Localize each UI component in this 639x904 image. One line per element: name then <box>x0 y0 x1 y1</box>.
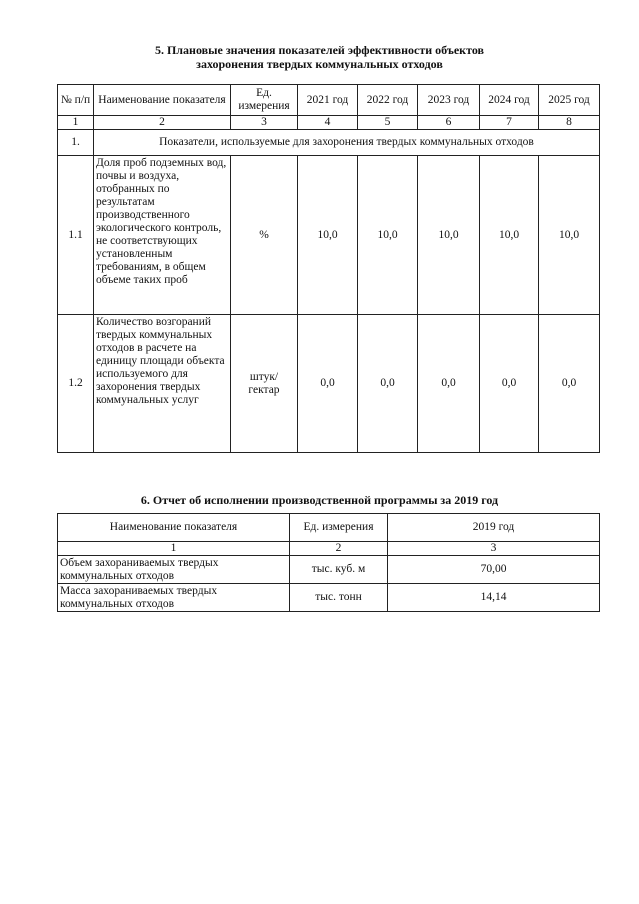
value-cell: 14,14 <box>388 584 600 612</box>
header-num: № п/п <box>58 85 94 116</box>
section5-title-line2: захоронения твердых коммунальных отходов <box>196 57 443 71</box>
group-num: 1. <box>58 130 94 156</box>
value-cell: 10,0 <box>298 156 358 315</box>
indicator-unit: % <box>231 156 298 315</box>
col-number: 7 <box>480 116 539 130</box>
value-cell: 10,0 <box>418 156 480 315</box>
efficiency-indicators-table <box>57 84 600 453</box>
header-unit: Ед. измерения <box>290 514 388 542</box>
header-year: 2024 год <box>480 85 539 116</box>
col-number: 3 <box>388 542 600 556</box>
col-number: 1 <box>58 116 94 130</box>
table-row <box>58 556 600 584</box>
row-num: 1.2 <box>58 315 94 453</box>
header-unit: Ед. измерения <box>231 85 298 116</box>
indicator-name: Доля проб подземных вод, почвы и воздуха, отобранных по результатам производственного экологического контроль, не соответствующих установленным требованиям, в общем объеме таких проб <box>94 156 231 315</box>
header-year: 2019 год <box>388 514 600 542</box>
col-number: 2 <box>290 542 388 556</box>
col-number: 6 <box>418 116 480 130</box>
indicator-unit: штук/ гектар <box>231 315 298 453</box>
header-year: 2023 год <box>418 85 480 116</box>
header-year: 2022 год <box>358 85 418 116</box>
value-cell: 10,0 <box>480 156 539 315</box>
table-row <box>58 156 600 315</box>
header-row <box>58 85 600 116</box>
value-cell: 0,0 <box>298 315 358 453</box>
row-num: 1.1 <box>58 156 94 315</box>
section6-title: 6. Отчет об исполнении производственной программы за 2019 год <box>140 493 499 507</box>
header-name: Наименование показателя <box>94 85 231 116</box>
col-number: 3 <box>231 116 298 130</box>
col-number: 4 <box>298 116 358 130</box>
program-report-table <box>57 513 600 612</box>
group-row <box>58 130 600 156</box>
value-cell: 70,00 <box>388 556 600 584</box>
value-cell: 0,0 <box>358 315 418 453</box>
value-cell: 0,0 <box>418 315 480 453</box>
indicator-unit: тыс. тонн <box>290 584 388 612</box>
section5-title <box>0 43 639 71</box>
column-number-row <box>58 116 600 130</box>
column-number-row <box>58 542 600 556</box>
col-number: 2 <box>94 116 231 130</box>
table-row <box>58 584 600 612</box>
value-cell: 0,0 <box>480 315 539 453</box>
header-row <box>58 514 600 542</box>
indicator-name: Масса захораниваемых твердых коммунальных отходов <box>58 584 290 612</box>
header-year: 2025 год <box>539 85 600 116</box>
col-number: 1 <box>58 542 290 556</box>
value-cell: 0,0 <box>539 315 600 453</box>
table-row <box>58 315 600 453</box>
indicator-name: Количество возгораний твердых коммунальных отходов в расчете на единицу площади объекта используемого для захоронения твердых коммунальных услуг <box>94 315 231 453</box>
header-year: 2021 год <box>298 85 358 116</box>
indicator-name: Объем захораниваемых твердых коммунальных отходов <box>58 556 290 584</box>
header-name: Наименование показателя <box>58 514 290 542</box>
indicator-unit: тыс. куб. м <box>290 556 388 584</box>
col-number: 8 <box>539 116 600 130</box>
value-cell: 10,0 <box>358 156 418 315</box>
section5-title-line1: 5. Плановые значения показателей эффективности объектов <box>154 43 485 57</box>
col-number: 5 <box>358 116 418 130</box>
group-label: Показатели, используемые для захоронения твердых коммунальных отходов <box>94 130 600 156</box>
value-cell: 10,0 <box>539 156 600 315</box>
